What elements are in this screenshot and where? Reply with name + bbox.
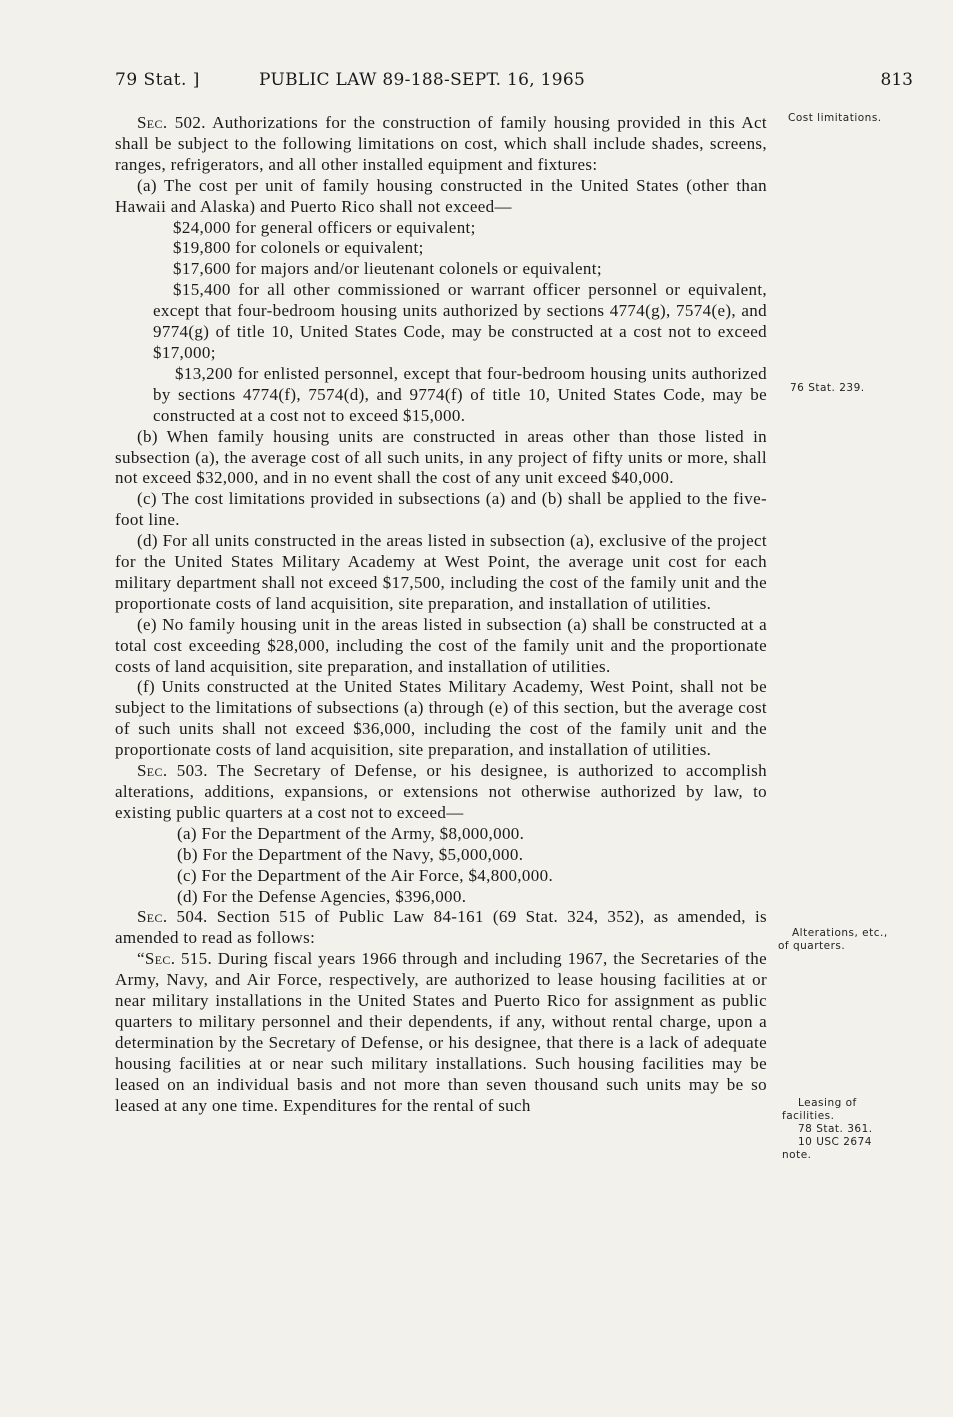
margin-note-line: Leasing of xyxy=(798,1097,857,1109)
subsection-502-d: (d) For all units constructed in the areas listed in subsection (a), exclusive of the project for the United States Military Academy at West Point, the average unit cost for each military department shall not exceed $17,500, including the cost of the family unit and the proportionate costs of land acquisition, site preparation, and installation of utilities. xyxy=(115,531,767,613)
section-text: Authorizations for the construction of family housing provided in this Act shall be subject to the following limitations on cost, which shall include shades, screens, ranges, refrigerators, and all other installed equipment and fixtures: xyxy=(115,113,767,174)
subsection-502-b: (b) When family housing units are constructed in areas other than those listed in subsection (a), the average cost of all such units, in any project of fifty units or more, shall not exceed $32,000, and in no event shall the cost of any unit exceed $40,000. xyxy=(115,426,767,488)
section-504 xyxy=(115,907,767,949)
page-header xyxy=(115,70,913,96)
section-text: During fiscal years 1966 through and including 1967, the Secretaries of the Army, Navy, and Air Force, respectively, are authorized to lease housing facilities at or near military installations in the United States and Puerto Rico for assignment as public quarters to military personnel and their dependents, if any, without rental charge, upon a determination by the Secretary of Defense, or his designee, that there is a lack of adequate housing facilities at or near such military installations. Such housing facilities may be leased on an individual basis and not more than seven thousand such units may be so leased at any one time. Expenditures for the rental of such xyxy=(115,949,767,1115)
subsection-502-e: (e) No family housing unit in the areas listed in subsection (a) shall be constructed at a total cost exceeding $28,000, including the cost of the family unit and the proportionate costs of land acquisition, site preparation, and installation of utilities. xyxy=(115,614,767,676)
alteration-limit-navy: (b) For the Department of the Navy, $5,000,000. xyxy=(177,844,524,864)
margin-note-line: 10 USC 2674 xyxy=(798,1136,872,1148)
cost-limit-colonels: $19,800 for colonels or equivalent; xyxy=(173,238,424,258)
margin-note-line: note. xyxy=(782,1149,812,1161)
margin-note-line: Alterations, etc., xyxy=(792,927,888,939)
section-label: Sec. 503. xyxy=(137,761,208,781)
margin-note-line: Cost limitations. xyxy=(788,112,882,124)
margin-note-cost-limitations xyxy=(788,112,938,125)
subsection-502-a: (a) The cost per unit of family housing constructed in the United States (other than Hawaii and Alaska) and Puerto Rico shall not exceed— xyxy=(115,175,767,216)
section-text: Section 515 of Public Law 84-161 (69 Stat. 324, 352), as amended, is amended to read as follows: xyxy=(115,907,767,948)
margin-note-line: of quarters. xyxy=(778,940,846,952)
subsection-502-f: (f) Units constructed at the United States Military Academy, West Point, shall not be subject to the limitations of subsections (a) through (e) of this section, but the average cost of such units shall not exceed $36,000, including the cost of the family unit and the proportionate costs of land acquisition, site preparation, and installation of utilities. xyxy=(115,677,767,760)
section-503 xyxy=(115,761,767,824)
section-label: Sec. 504. xyxy=(137,907,208,927)
section-515-quoted xyxy=(115,949,767,1116)
page-number: 813 xyxy=(880,70,913,90)
margin-note-line: 76 Stat. 239. xyxy=(790,382,865,394)
section-text: The Secretary of Defense, or his designee, is authorized to accomplish alterations, additions, expansions, or extensions not otherwise authorized by law, to existing public quarters at a cost not to exceed— xyxy=(115,761,767,822)
margin-note-leasing xyxy=(782,1097,932,1162)
cost-limit-majors: $17,600 for majors and/or lieutenant colonels or equivalent; xyxy=(173,259,602,279)
section-label: “Sec. 515. xyxy=(137,949,213,969)
cost-limit-general-officers: $24,000 for general officers or equivalent; xyxy=(173,217,476,237)
margin-note-line: facilities. xyxy=(782,1110,835,1122)
section-502 xyxy=(115,113,767,176)
alteration-limit-army: (a) For the Department of the Army, $8,000,000. xyxy=(177,823,525,843)
margin-note-76-stat xyxy=(790,382,940,395)
subsection-502-c: (c) The cost limitations provided in subsections (a) and (b) shall be applied to the five-foot line. xyxy=(115,489,767,530)
margin-note-line: 78 Stat. 361. xyxy=(798,1123,873,1135)
section-label: Sec. 502. xyxy=(137,113,206,132)
cost-limit-enlisted: $13,200 for enlisted personnel, except that four-bedroom housing units authorized by sections 4774(f), 7574(d), and 9774(f) of title 10, United States Code, may be constructed at a cost not to exceed $15,000. xyxy=(153,363,767,425)
volume-reference: 79 Stat. ] xyxy=(115,70,200,90)
alteration-limit-defense-agencies: (d) For the Defense Agencies, $396,000. xyxy=(177,886,467,906)
margin-note-alterations xyxy=(778,927,928,953)
cost-limit-other-officers: $15,400 for all other commissioned or warrant officer personnel or equivalent, except that four-bedroom housing units authorized by sections 4774(g), 7574(e), and 9774(g) of title 10, United States Code, may be constructed at a cost not to exceed $17,000; xyxy=(153,280,767,362)
alteration-limit-air-force: (c) For the Department of the Air Force, $4,800,000. xyxy=(177,865,554,885)
body-text xyxy=(115,113,767,1117)
running-title: PUBLIC LAW 89-188-SEPT. 16, 1965 xyxy=(259,70,586,90)
